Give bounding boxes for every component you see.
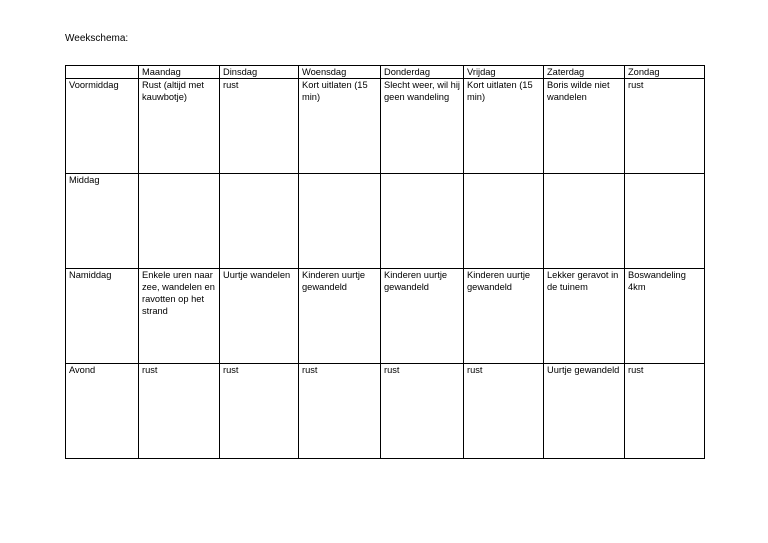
- header-cell-maandag: Maandag: [139, 66, 220, 79]
- cell-namiddag-dinsdag: Uurtje wandelen: [220, 269, 299, 364]
- cell-voormiddag-vrijdag: Kort uitlaten (15 min): [464, 79, 544, 174]
- cell-middag-dinsdag: [220, 174, 299, 269]
- cell-voormiddag-zondag: rust: [625, 79, 705, 174]
- row-label-middag: Middag: [66, 174, 139, 269]
- table-row: [66, 269, 705, 364]
- header-cell-vrijdag: Vrijdag: [464, 66, 544, 79]
- cell-middag-zaterdag: [544, 174, 625, 269]
- cell-namiddag-woensdag: Kinderen uurtje gewandeld: [299, 269, 381, 364]
- cell-middag-zondag: [625, 174, 705, 269]
- cell-avond-zaterdag: Uurtje gewandeld: [544, 364, 625, 459]
- row-label-avond: Avond: [66, 364, 139, 459]
- cell-avond-vrijdag: rust: [464, 364, 544, 459]
- header-cell-zondag: Zondag: [625, 66, 705, 79]
- cell-namiddag-zaterdag: Lekker geravot in de tuinem: [544, 269, 625, 364]
- cell-middag-woensdag: [299, 174, 381, 269]
- cell-avond-zondag: rust: [625, 364, 705, 459]
- header-row: [66, 66, 705, 79]
- header-cell-dinsdag: Dinsdag: [220, 66, 299, 79]
- cell-avond-donderdag: rust: [381, 364, 464, 459]
- cell-voormiddag-donderdag: Slecht weer, wil hij geen wandeling: [381, 79, 464, 174]
- cell-voormiddag-maandag: Rust (altijd met kauwbotje): [139, 79, 220, 174]
- row-label-namiddag: Namiddag: [66, 269, 139, 364]
- week-schedule-table: [65, 65, 705, 459]
- cell-namiddag-donderdag: Kinderen uurtje gewandeld: [381, 269, 464, 364]
- table-row: [66, 79, 705, 174]
- cell-voormiddag-zaterdag: Boris wilde niet wandelen: [544, 79, 625, 174]
- cell-namiddag-zondag: Boswandeling 4km: [625, 269, 705, 364]
- cell-voormiddag-woensdag: Kort uitlaten (15 min): [299, 79, 381, 174]
- cell-namiddag-vrijdag: Kinderen uurtje gewandeld: [464, 269, 544, 364]
- cell-middag-vrijdag: [464, 174, 544, 269]
- header-cell-corner: [66, 66, 139, 79]
- cell-avond-maandag: rust: [139, 364, 220, 459]
- header-cell-woensdag: Woensdag: [299, 66, 381, 79]
- table-row: [66, 364, 705, 459]
- header-cell-donderdag: Donderdag: [381, 66, 464, 79]
- header-cell-zaterdag: Zaterdag: [544, 66, 625, 79]
- cell-voormiddag-dinsdag: rust: [220, 79, 299, 174]
- document-title: Weekschema:: [65, 33, 129, 44]
- cell-namiddag-maandag: Enkele uren naar zee, wandelen en ravotten op het strand: [139, 269, 220, 364]
- cell-middag-donderdag: [381, 174, 464, 269]
- cell-avond-dinsdag: rust: [220, 364, 299, 459]
- cell-avond-woensdag: rust: [299, 364, 381, 459]
- row-label-voormiddag: Voormiddag: [66, 79, 139, 174]
- table-row: [66, 174, 705, 269]
- cell-middag-maandag: [139, 174, 220, 269]
